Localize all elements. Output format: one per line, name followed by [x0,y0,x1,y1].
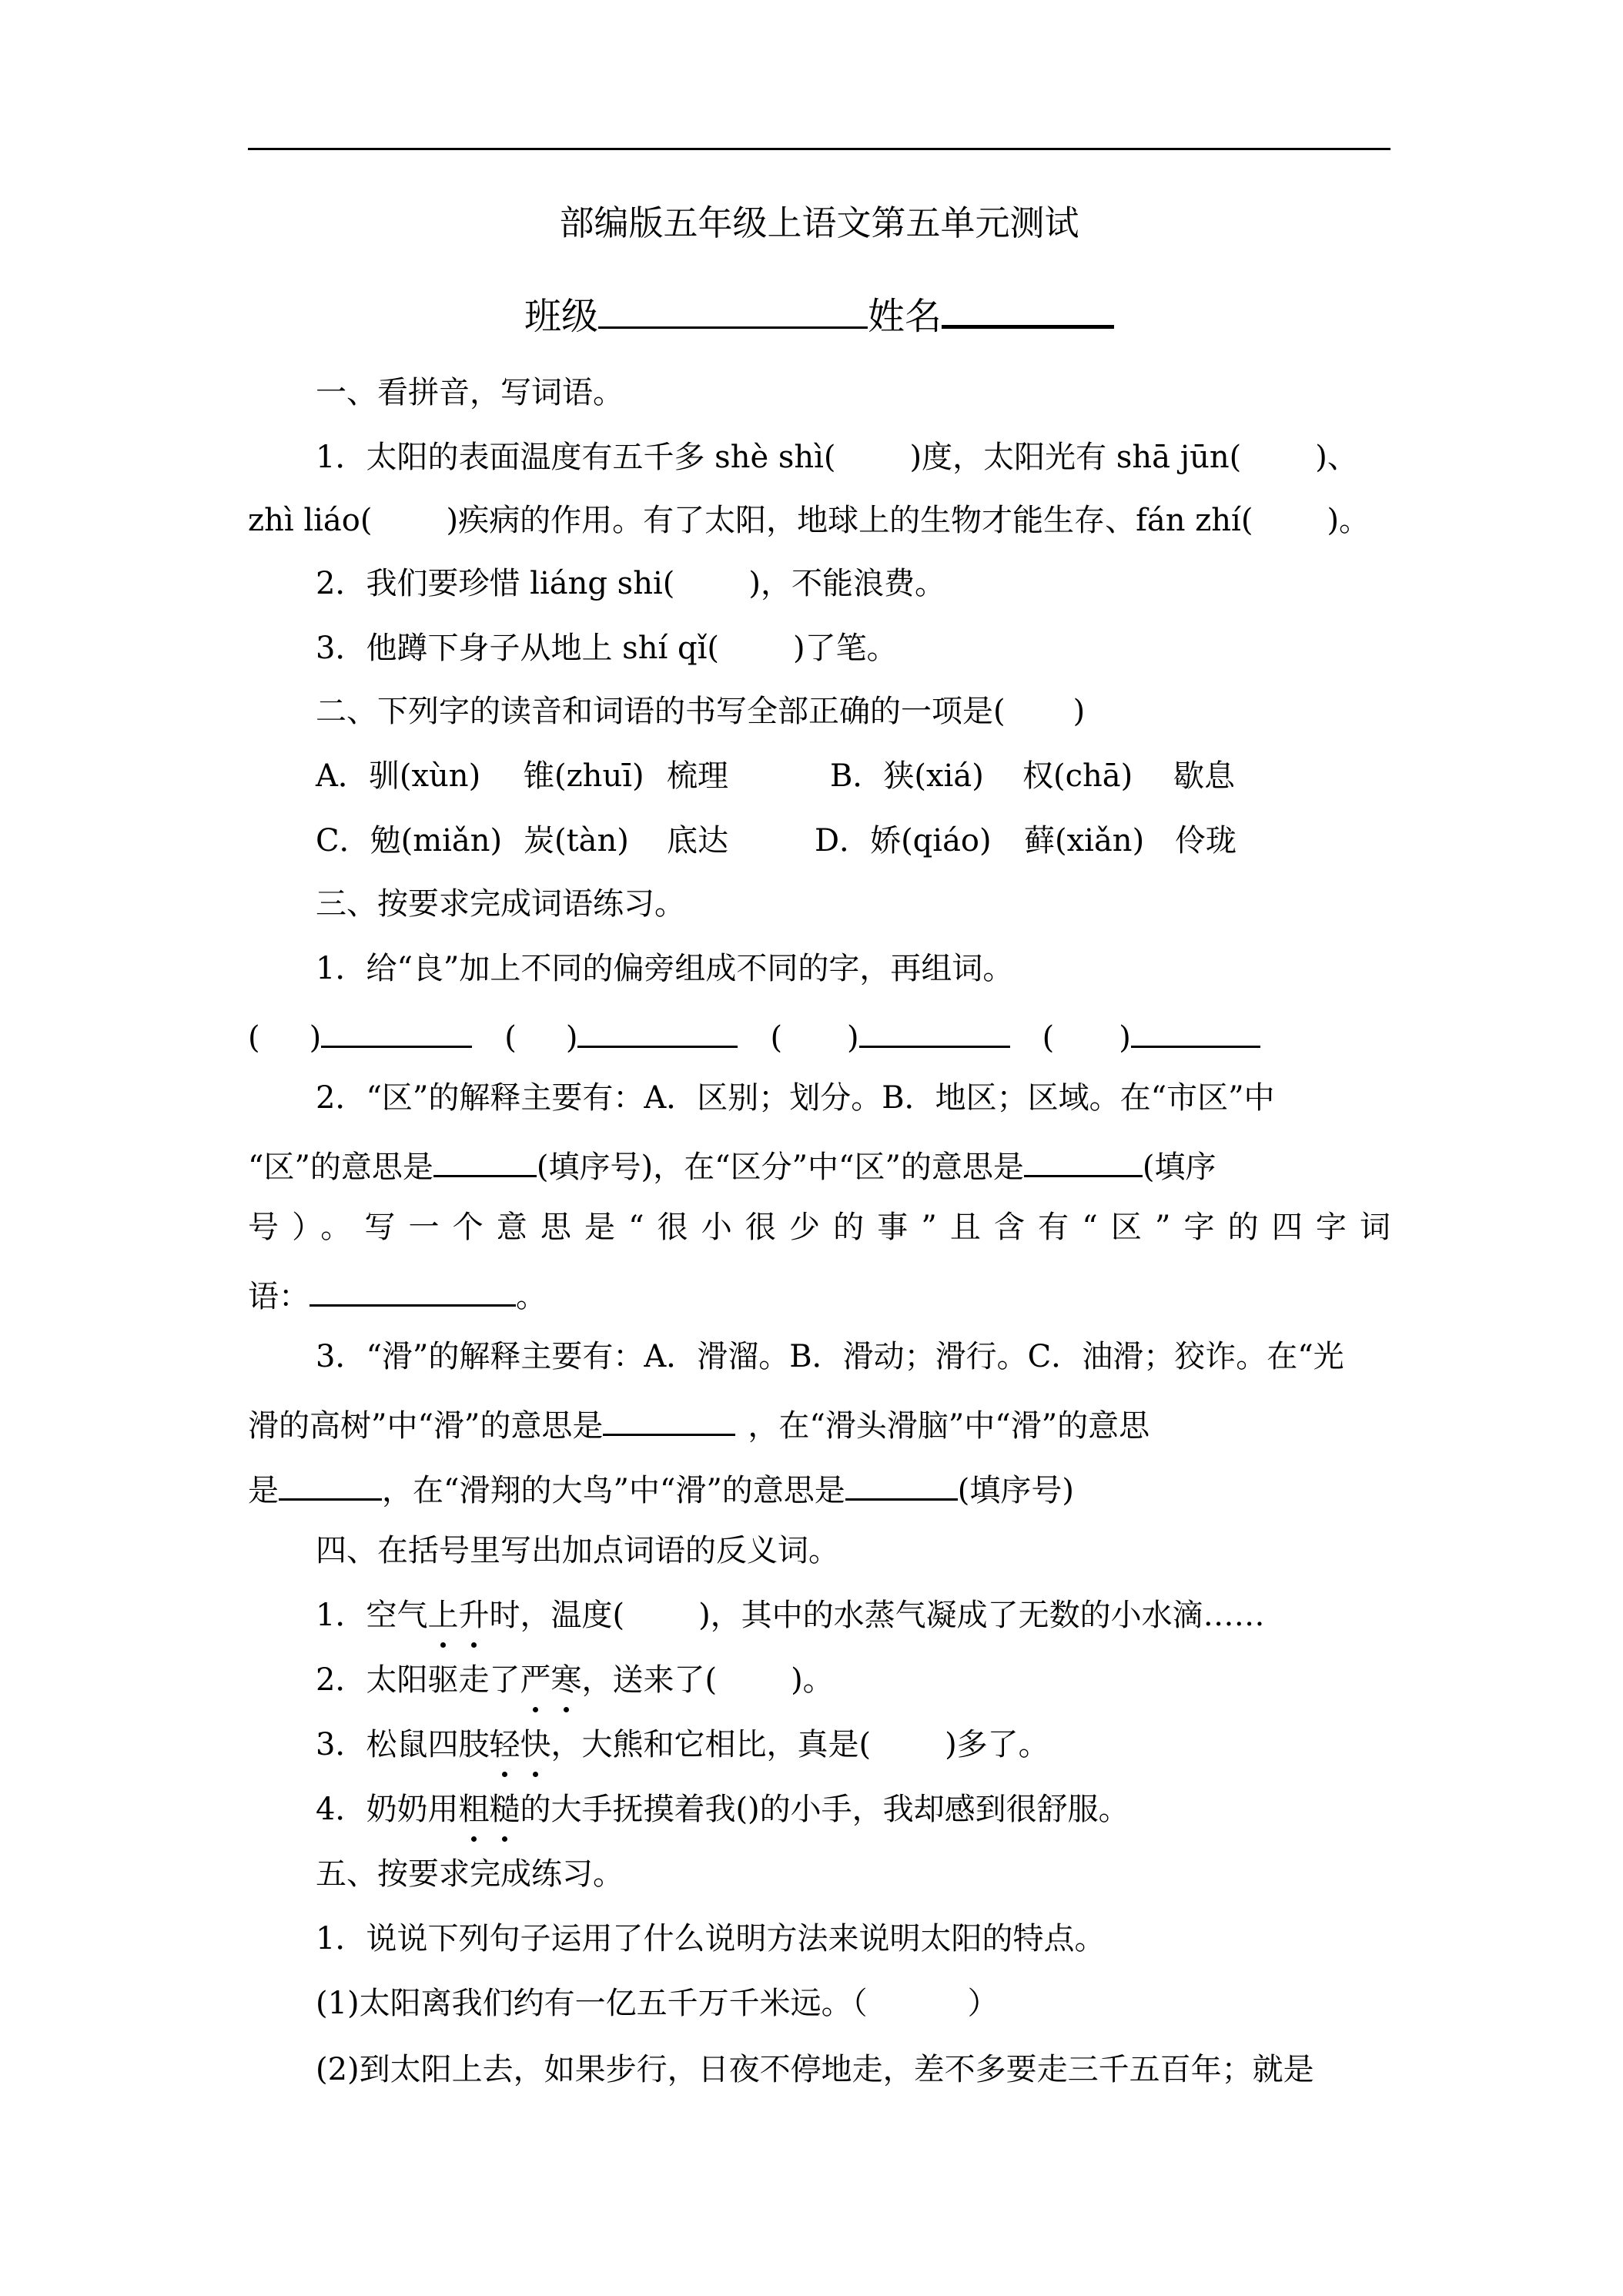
answer-blank[interactable] [279,1464,382,1501]
page-title: 部编版五年级上语文第五单元测试 [559,202,1079,243]
text: )，其中的水蒸气凝成了无数的小水滴…… [698,1598,1265,1633]
text: )、 [1315,440,1358,475]
name-blank[interactable] [942,291,1114,329]
s4-question-2 [248,1658,1390,1702]
options-row-ab [248,755,1390,798]
s3-question-2-line-3: 号）。写一个意思是“很小很少的事”且含有“区”字的四字词 [248,1210,1390,1245]
text: )。 [791,1662,834,1698]
text: “区”的意思是 [248,1150,433,1185]
word-blank[interactable] [859,1012,1010,1048]
s1-question-3 [248,627,1390,670]
radical-blanks-row [248,1012,1390,1059]
option-c-3: 底达 [667,823,728,858]
option-d-2: 藓(xiǎn) [1024,823,1145,858]
text: 1．太阳的表面温度有五千多 shè shì( [316,440,836,475]
text: )。 [1327,503,1370,538]
s3-question-2-line-1: 2．“区”的解释主要有：A．区别；划分。B．地区；区域。在“市区”中 [316,1080,1275,1116]
s1-question-2 [248,562,1390,605]
section-5-heading: 五、按要求完成练习。 [316,1856,624,1892]
text: ） [967,1986,999,2021]
text: ，在“滑翔的大鸟”中“滑”的意思是 [382,1473,845,1508]
text: 3．他蹲下身子从地上 shí qǐ( [316,631,719,666]
options-row-cd [248,819,1390,862]
text: ( [504,1020,517,1056]
word-blank[interactable] [577,1012,738,1048]
s3-question-3-line-3 [248,1464,1390,1512]
text: 是 [248,1473,279,1508]
answer-blank[interactable] [845,1464,958,1501]
text: 4．奶奶用 [316,1792,459,1827]
text: (1)太阳离我们约有一亿五千万千米远。（ [316,1986,868,2021]
answer-blank[interactable] [310,1270,516,1307]
text: 滑的高树”中“滑”的意思是 [248,1408,604,1444]
option-c-1: C．勉(miǎn) [316,823,503,858]
text: ，大熊和它相比，真是( [550,1727,872,1762]
s3-question-2-line-2 [248,1141,1390,1189]
text: ) [565,1020,578,1056]
text: (填序号) [957,1473,1075,1508]
option-d-3: 伶珑 [1175,823,1236,858]
section-2-heading [248,690,1390,733]
text: ，在“滑头滑脑”中“滑”的意思 [748,1408,1150,1444]
answer-blank[interactable] [433,1141,537,1177]
text: 语： [248,1279,310,1314]
text: 2．太阳驱走了 [316,1662,520,1698]
dotted-char: 上 [427,1594,458,1637]
answer-blank[interactable] [1024,1141,1143,1177]
dotted-char: 粗 [458,1788,489,1831]
option-a-3: 梳理 [667,758,728,794]
text: ( [248,1020,260,1056]
text: 的大手抚摸着我()的小手，我却感到很舒服。 [520,1792,1129,1827]
text: ) [847,1020,859,1056]
dotted-char: 寒 [550,1658,581,1702]
s3-question-3-line-1: 3．“滑”的解释主要有：A．滑溜。B．滑动；滑行。C．油滑；狡诈。在“光 [316,1339,1344,1374]
text: ) [1073,694,1086,729]
text: ，送来了( [581,1662,718,1698]
section-3-heading: 三、按要求完成词语练习。 [316,886,685,922]
dotted-char: 轻 [489,1723,520,1766]
text: )，不能浪费。 [748,566,945,601]
dotted-char: 升 [458,1594,489,1637]
text: ( [770,1020,783,1056]
class-label: 班级 [524,295,598,338]
text: 3．松鼠四肢 [316,1727,490,1762]
text: )疾病的作用。有了太阳，地球上的生物才能生存、fán zhí( [446,503,1253,538]
text: 2．我们要珍惜 liáng shi( [316,566,675,601]
name-label: 姓名 [868,295,942,338]
text: 二、下列字的读音和词语的书写全部正确的一项是( [316,694,1006,729]
student-info-row [248,291,1390,338]
text: (填序号)，在“区分”中“区”的意思是 [536,1150,1024,1185]
text: ) [1119,1020,1131,1056]
text: 。 [516,1279,547,1314]
option-b-1: B．狭(xiá) [830,758,984,794]
dotted-char: 严 [520,1658,550,1702]
section-4-heading: 四、在括号里写出加点词语的反义词。 [316,1533,839,1568]
dotted-char: 快 [520,1723,550,1766]
option-b-3: 歇息 [1173,758,1235,794]
text: ( [1042,1020,1055,1056]
text: )度，太阳光有 shā jūn( [909,440,1242,475]
s4-question-3 [248,1723,1390,1766]
s5-question-1-1 [248,1982,1390,2025]
answer-blank[interactable] [603,1400,735,1436]
s1-question-1-line-2 [248,499,1390,542]
s5-question-1-2: (2)到太阳上去，如果步行，日夜不停地走，差不多要走三千五百年；就是 [316,2052,1314,2087]
text: )多了。 [945,1727,1049,1762]
class-blank[interactable] [598,293,868,329]
option-a-2: 锥(zhuī) [524,758,644,794]
text: 1．空气 [316,1598,428,1633]
option-c-2: 炭(tàn) [524,823,629,858]
text: (填序 [1142,1150,1216,1185]
dotted-char: 糙 [489,1788,520,1831]
s1-question-1-line-1 [248,436,1390,479]
text: ) [309,1020,322,1056]
word-blank[interactable] [1131,1012,1260,1048]
section-1-heading: 一、看拼音，写词语。 [316,375,624,410]
s3-question-1: 1．给“良”加上不同的偏旁组成不同的字，再组词。 [316,951,1014,986]
text: zhì liáo( [248,503,373,538]
s4-question-4 [248,1788,1390,1831]
s3-question-2-line-4 [248,1270,1390,1318]
text: 时，温度( [489,1598,625,1633]
s3-question-3-line-2 [248,1400,1390,1448]
option-a-1: A．驯(xùn) [316,758,481,794]
option-b-2: 权(chā) [1022,758,1133,794]
text: )了笔。 [792,631,898,666]
s4-question-1 [248,1594,1390,1637]
header-rule [248,148,1390,150]
word-blank[interactable] [321,1012,472,1048]
option-d-1: D．娇(qiáo) [815,823,992,858]
s5-question-1: 1．说说下列句子运用了什么说明方法来说明太阳的特点。 [316,1921,1106,1956]
